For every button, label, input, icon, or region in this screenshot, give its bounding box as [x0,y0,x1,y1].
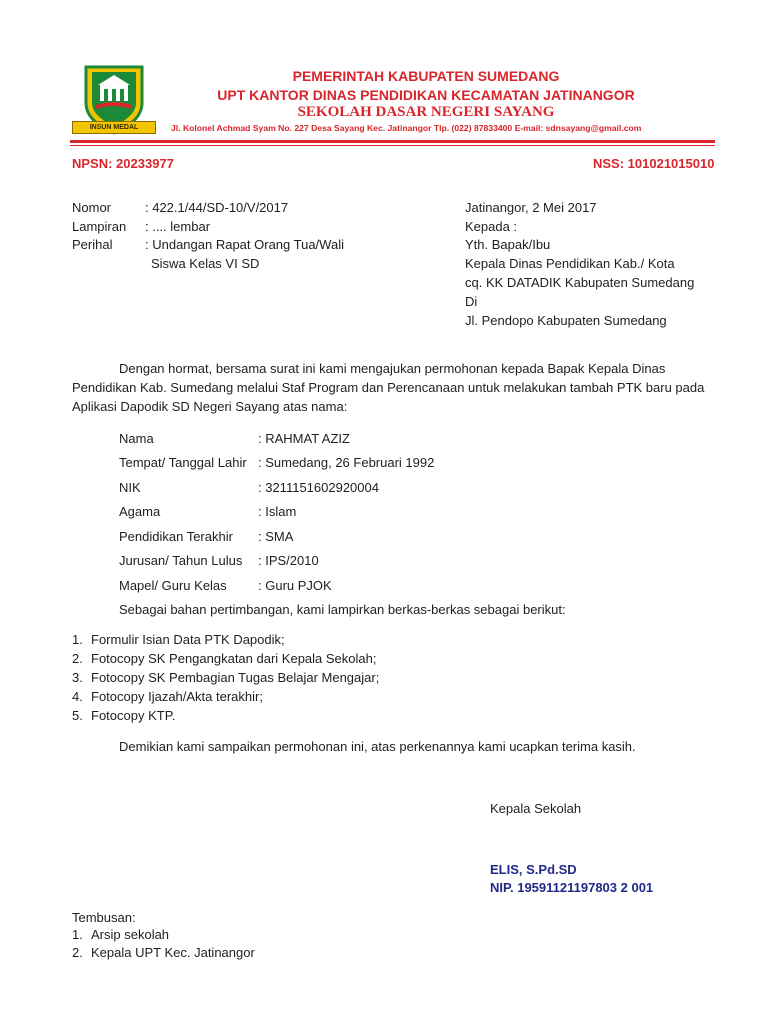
attachment-item: Fotocopy SK Pembagian Tugas Belajar Mengajar; [91,670,380,685]
recipient-line: cq. KK DATADIK Kabupaten Sumedang [465,275,695,290]
closing-text: Demikian kami sampaikan permohonan ini, atas perkenannya kami ucapkan terima kasih. [119,739,636,754]
attachment-number: 4. [72,689,83,704]
regency-logo [76,63,152,139]
letterhead-line3: SEKOLAH DASAR NEGERI SAYANG [297,104,555,120]
letterhead-line2: UPT KANTOR DINAS PENDIDIKAN KECAMATAN JATINANGOR [217,87,635,103]
recipient-line: Kepada : [465,219,518,234]
meta-value-nomor: : 422.1/44/SD-10/V/2017 [145,200,289,215]
attachment-number: 3. [72,670,83,685]
attachment-number: 2. [72,651,83,666]
header-rule-thin [70,145,715,146]
intro-line: Dengan hormat, bersama surat ini kami mengajukan permohonan kepada Bapak Kepala Dinas [119,361,666,376]
person-label: Agama [119,504,161,519]
letter-date: Jatinangor, 2 Mei 2017 [465,200,597,215]
recipient-line: Yth. Bapak/Ibu [465,237,551,252]
signature-nip: NIP. 19591121197803 2 001 [490,880,654,895]
recipient-line: Di [465,294,478,309]
letterhead-address: Jl. Kolonel Achmad Syam No. 227 Desa Sayang Kec. Jatinangor Tlp. (022) 87833400 E-mail: sdnsayang@gmail.com [171,123,642,133]
meta-perihal-continuation: Siswa Kelas VI SD [151,256,260,271]
meta-value-perihal: : Undangan Rapat Orang Tua/Wali [145,237,344,252]
attachment-item: Formulir Isian Data PTK Dapodik; [91,632,285,647]
meta-value-lampiran: : .... lembar [145,219,211,234]
signature-name: ELIS, S.Pd.SD [490,862,577,877]
person-value: : Islam [258,504,297,519]
person-label: Tempat/ Tanggal Lahir [119,455,247,470]
person-label: Mapel/ Guru Kelas [119,578,227,593]
cc-number: 2. [72,945,83,960]
letterhead-line1: PEMERINTAH KABUPATEN SUMEDANG [292,68,560,84]
person-label: Nama [119,431,154,446]
meta-label-nomor: Nomor [72,200,112,215]
recipient-line: Kepala Dinas Pendidikan Kab./ Kota [465,256,675,271]
person-value: : SMA [258,529,294,544]
attachment-item: Fotocopy SK Pengangkatan dari Kepala Sekolah; [91,651,377,666]
person-label: Pendidikan Terakhir [119,529,233,544]
person-value: : RAHMAT AZIZ [258,431,350,446]
consideration-text: Sebagai bahan pertimbangan, kami lampirkan berkas-berkas sebagai berikut: [119,602,566,617]
cc-item: Arsip sekolah [91,927,170,942]
meta-label-perihal: Perihal [72,237,113,252]
person-value: : IPS/2010 [258,553,319,568]
npsn: NPSN: 20233977 [72,156,174,171]
person-value: : Guru PJOK [258,578,332,593]
intro-line: Pendidikan Kab. Sumedang melalui Staf Program dan Perencanaan untuk melakukan tambah PTK baru pada [72,380,705,395]
signature-title: Kepala Sekolah [490,801,582,816]
intro-line: Aplikasi Dapodik SD Negeri Sayang atas nama: [72,399,348,414]
person-label: Jurusan/ Tahun Lulus [119,553,243,568]
attachment-number: 1. [72,632,83,647]
person-value: : 3211151602920004 [258,480,379,495]
attachment-item: Fotocopy KTP. [91,708,176,723]
person-value: : Sumedang, 26 Februari 1992 [258,455,435,470]
nss: NSS: 101021015010 [593,156,715,171]
person-label: NIK [119,480,141,495]
recipient-line: Jl. Pendopo Kabupaten Sumedang [465,313,667,328]
attachment-number: 5. [72,708,83,723]
cc-number: 1. [72,927,83,942]
header-rule-thick [70,140,715,143]
cc-item: Kepala UPT Kec. Jatinangor [91,945,255,960]
logo-ribbon: INSUN MEDAL [72,121,156,134]
cc-title: Tembusan: [72,910,136,925]
attachment-item: Fotocopy Ijazah/Akta terakhir; [91,689,263,704]
meta-label-lampiran: Lampiran [72,219,127,234]
